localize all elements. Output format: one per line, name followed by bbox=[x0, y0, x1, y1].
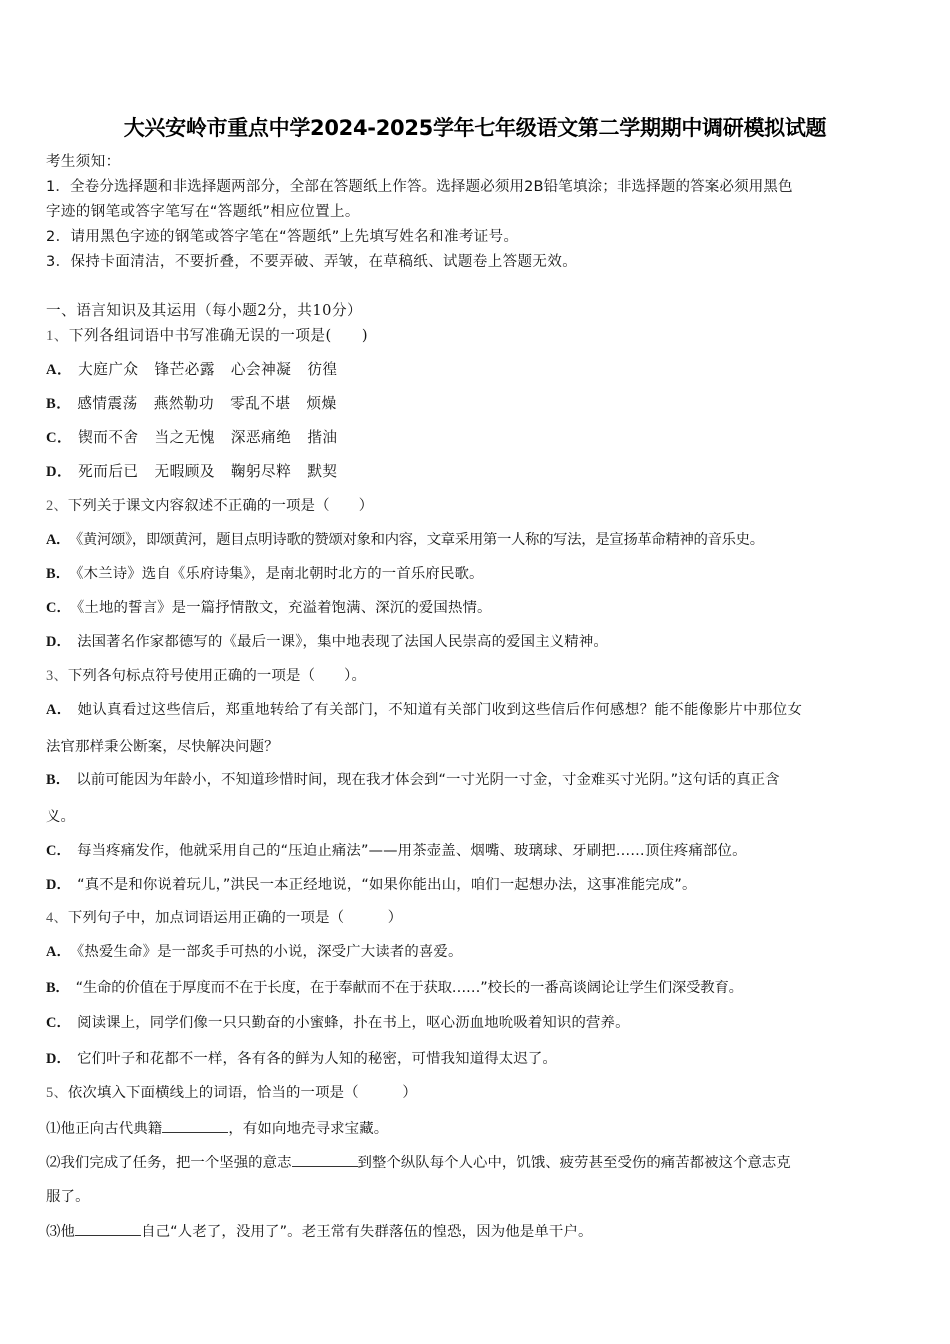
option-text: 法国著名作家都德写的《最后一课》，集中地表现了法国人民崇高的爱国主义精神。 bbox=[77, 634, 608, 650]
option-text: 《黄河颂》，即颂黄河，题目点明诗歌的赞颂对象和内容，文章采用第一人称的写法，是宣扬革命精神的音乐史。 bbox=[76, 532, 764, 548]
question-2-option-b bbox=[46, 564, 484, 584]
option-text: 《土地的誓言》是一篇抒情散文，充溢着饱满、深沉的爱国热情。 bbox=[77, 600, 492, 616]
question-text: 下列句子中，加点词语运用正确的一项是（ ） bbox=[67, 910, 403, 926]
option-text: 《热爱生命》是一部炙手可热的小说，深受广大读者的喜爱。 bbox=[77, 944, 463, 960]
question-1-option-b bbox=[46, 394, 353, 414]
item-label: ⑴ bbox=[46, 1121, 61, 1137]
option-text: 以前可能因为年龄小，不知道珍惜时间，现在我才体会到“一寸光阴一寸金，寸金难买寸光阴。”这句话的真正含 bbox=[76, 772, 780, 788]
option-word: 鞠躬尽粹 bbox=[230, 463, 292, 480]
question-5-item-2-cont: 服了。 bbox=[46, 1189, 90, 1205]
option-word: 感情震荡 bbox=[77, 395, 138, 412]
option-label: C． bbox=[46, 430, 73, 446]
option-word: 揩油 bbox=[307, 429, 338, 446]
option-label: A． bbox=[46, 362, 73, 378]
option-text: “真不是和你说着玩儿，”洪民一本正经地说，“如果你能出山，咱们一起想办法，这事准能完成”。 bbox=[77, 877, 697, 893]
question-2-option-a bbox=[46, 530, 764, 550]
option-label: D． bbox=[46, 1051, 72, 1067]
item-text-before: 我们完成了任务，把一个坚强的意志 bbox=[60, 1155, 292, 1171]
option-text: 阅读课上，同学们像一只只勤奋的小蜜蜂，扑在书上，呕心沥血地吮吸着知识的营养。 bbox=[77, 1015, 630, 1031]
option-label: A． bbox=[46, 944, 72, 960]
notice-item-2: 2．请用黑色字迹的钢笔或答字笔在“答题纸”上先填写姓名和准考证号。 bbox=[46, 229, 519, 245]
notice-heading: 考生须知： bbox=[46, 154, 121, 170]
option-label: A． bbox=[46, 532, 71, 548]
option-label: D． bbox=[46, 464, 73, 480]
item-text-after: ，有如向地壳寻求宝藏。 bbox=[228, 1121, 389, 1137]
option-label: D． bbox=[46, 877, 72, 893]
question-number: 5、 bbox=[46, 1085, 68, 1101]
option-text: 她认真看过这些信后，郑重地转给了有关部门，不知道有关部门收到这些信后作何感想？能不能像影片中那位女 bbox=[77, 702, 803, 718]
question-text: 下列各组词语中书写准确无误的一项是( ) bbox=[68, 327, 369, 344]
question-number: 2、 bbox=[46, 498, 68, 514]
item-label: ⑶ bbox=[46, 1224, 61, 1240]
option-word: 心会神凝 bbox=[230, 361, 292, 378]
question-5-stem bbox=[46, 1083, 417, 1103]
option-label: B． bbox=[46, 980, 70, 996]
section-heading: 一、语言知识及其运用（每小题2分，共10分） bbox=[46, 302, 363, 319]
question-3-option-b-cont: 义。 bbox=[46, 809, 76, 825]
question-1-option-d bbox=[46, 462, 354, 482]
option-word: 深恶痛绝 bbox=[230, 429, 292, 446]
answer-blank[interactable] bbox=[292, 1152, 358, 1167]
option-label: B． bbox=[46, 772, 71, 788]
option-word: 彷徨 bbox=[307, 361, 338, 378]
option-label: C． bbox=[46, 1015, 72, 1031]
question-4-option-a bbox=[46, 942, 463, 962]
question-1-stem bbox=[46, 326, 368, 346]
question-4-option-c bbox=[46, 1013, 630, 1033]
question-3-option-b bbox=[46, 770, 780, 790]
option-label: C． bbox=[46, 843, 72, 859]
question-3-option-a-cont: 法官那样秉公断案，尽快解决问题？ bbox=[46, 739, 279, 755]
question-2-option-c bbox=[46, 598, 492, 618]
question-number: 4、 bbox=[46, 910, 68, 926]
option-word: 当之无愧 bbox=[154, 429, 215, 446]
question-3-option-d bbox=[46, 875, 696, 895]
question-3-option-a bbox=[46, 700, 802, 720]
question-1-option-a bbox=[46, 360, 354, 380]
option-label: C． bbox=[46, 600, 72, 616]
question-5-item-3 bbox=[46, 1221, 593, 1242]
item-text-before: 他 bbox=[60, 1224, 76, 1240]
item-label: ⑵ bbox=[46, 1155, 61, 1171]
option-text: 它们叶子和花都不一样，各有各的鲜为人知的秘密，可惜我知道得太迟了。 bbox=[77, 1051, 557, 1067]
option-word: 默契 bbox=[307, 463, 338, 480]
question-4-option-d bbox=[46, 1049, 557, 1069]
option-word: 锋芒必露 bbox=[154, 361, 215, 378]
option-text: 每当疼痛发作，他就采用自己的“压迫止痛法”——用茶壶盖、烟嘴、玻璃球、牙刷把……顶住疼痛部位。 bbox=[77, 843, 747, 859]
question-5-item-1 bbox=[46, 1118, 388, 1139]
question-3-option-c bbox=[46, 841, 747, 861]
option-word: 燕然勒功 bbox=[153, 395, 215, 412]
question-text: 下列各句标点符号使用正确的一项是（ ）。 bbox=[67, 668, 367, 684]
item-text-after: 自己“人老了，没用了”。老王常有失群落伍的惶恐，因为他是单干户。 bbox=[141, 1224, 593, 1240]
option-text: “生命的价值在于厚度而不在于长度，在于奉献而不在于获取……”校长的一番高谈阔论让学生们深受教育。 bbox=[75, 980, 743, 996]
option-word: 锲而不舍 bbox=[78, 429, 139, 446]
question-3-stem bbox=[46, 666, 366, 686]
question-4-stem bbox=[46, 908, 402, 928]
option-text: 《木兰诗》选自《乐府诗集》，是南北朝时北方的一首乐府民歌。 bbox=[76, 566, 484, 582]
notice-item-1: 1．全卷分选择题和非选择题两部分，全部在答题纸上作答。选择题必须用2B铅笔填涂；非选择题的答案必须用黑色 bbox=[46, 179, 793, 195]
question-2-option-d bbox=[46, 632, 608, 652]
option-label: B． bbox=[46, 566, 71, 582]
notice-item-1-cont: 字迹的钢笔或答字笔写在“答题纸”相应位置上。 bbox=[46, 204, 360, 220]
answer-blank[interactable] bbox=[162, 1118, 228, 1133]
item-text-before: 他正向古代典籍 bbox=[60, 1121, 163, 1137]
option-word: 大庭广众 bbox=[78, 361, 139, 378]
option-word: 零乱不堪 bbox=[230, 395, 291, 412]
question-4-option-b bbox=[46, 978, 743, 998]
option-word: 死而后已 bbox=[78, 463, 139, 480]
option-label: B． bbox=[46, 396, 72, 412]
option-label: A． bbox=[46, 702, 72, 718]
item-text-after: 到整个纵队每个人心中，饥饿、疲劳甚至受伤的痛苦都被这个意志克 bbox=[357, 1155, 791, 1171]
exam-title: 大兴安岭市重点中学2024-2025学年七年级语文第二学期期中调研模拟试题 bbox=[123, 116, 827, 140]
question-text: 下列关于课文内容叙述不正确的一项是（ ） bbox=[67, 498, 374, 514]
answer-blank[interactable] bbox=[75, 1221, 141, 1236]
option-label: D． bbox=[46, 634, 72, 650]
question-text: 依次填入下面横线上的词语，恰当的一项是（ ） bbox=[67, 1085, 417, 1101]
question-number: 3、 bbox=[46, 668, 68, 684]
question-2-stem bbox=[46, 496, 373, 516]
question-number: 1、 bbox=[46, 328, 69, 344]
question-5-item-2 bbox=[46, 1152, 791, 1173]
option-word: 烦燥 bbox=[306, 395, 337, 412]
notice-item-3: 3．保持卡面清洁，不要折叠，不要弄破、弄皱，在草稿纸、试题卷上答题无效。 bbox=[46, 254, 578, 270]
option-word: 无暇顾及 bbox=[154, 463, 215, 480]
question-1-option-c bbox=[46, 428, 354, 448]
